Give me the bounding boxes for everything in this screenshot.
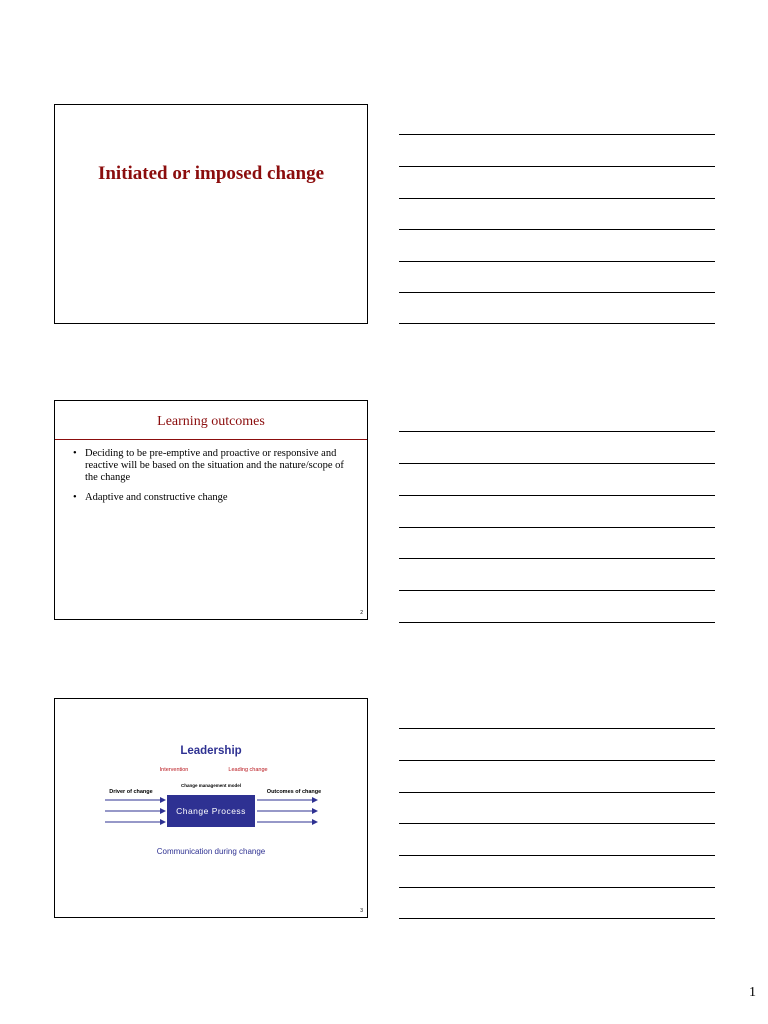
note-line <box>399 792 715 793</box>
slide-3 <box>54 698 368 918</box>
slide-number: 3 <box>360 908 363 914</box>
note-line <box>399 855 715 856</box>
leadership-heading: Leadership <box>180 745 242 757</box>
note-line <box>399 229 715 230</box>
note-line <box>399 622 715 623</box>
intervention-label: Intervention <box>159 767 189 773</box>
note-line <box>399 823 715 824</box>
note-line <box>399 323 715 324</box>
note-line <box>399 261 715 262</box>
notes-lines <box>399 0 715 1024</box>
note-line <box>399 134 715 135</box>
note-line <box>399 166 715 167</box>
slide-1-title: Initiated or imposed change <box>97 163 325 184</box>
bullet-list <box>69 448 357 512</box>
change-diagram <box>55 699 367 917</box>
note-line <box>399 728 715 729</box>
note-line <box>399 887 715 888</box>
bullet-item: • Adaptive and constructive change <box>69 492 357 504</box>
slide-1 <box>54 104 368 324</box>
slide-2 <box>54 400 368 620</box>
note-line <box>399 292 715 293</box>
note-line <box>399 590 715 591</box>
note-line <box>399 527 715 528</box>
note-line <box>399 558 715 559</box>
title-divider <box>55 439 367 440</box>
communication-label: Communication during change <box>156 847 266 856</box>
driver-label: Driver of change <box>109 789 153 795</box>
note-line <box>399 918 715 919</box>
change-process-label: Change Process <box>176 806 246 816</box>
note-line <box>399 431 715 432</box>
note-line <box>399 760 715 761</box>
outcomes-label: Outcomes of change <box>266 789 322 795</box>
leading-change-label: Leading change <box>228 767 268 773</box>
bullet-item: • Deciding to be pre-emptive and proactive or responsive and reactive will be based on the situation and the nature/scope of the change <box>69 448 357 484</box>
slide-2-title: Learning outcomes <box>157 414 265 429</box>
page-number: 1 <box>749 985 756 1000</box>
note-line <box>399 463 715 464</box>
model-label: Change management model <box>180 783 242 788</box>
slide-number: 2 <box>360 610 363 616</box>
note-line <box>399 495 715 496</box>
note-line <box>399 198 715 199</box>
